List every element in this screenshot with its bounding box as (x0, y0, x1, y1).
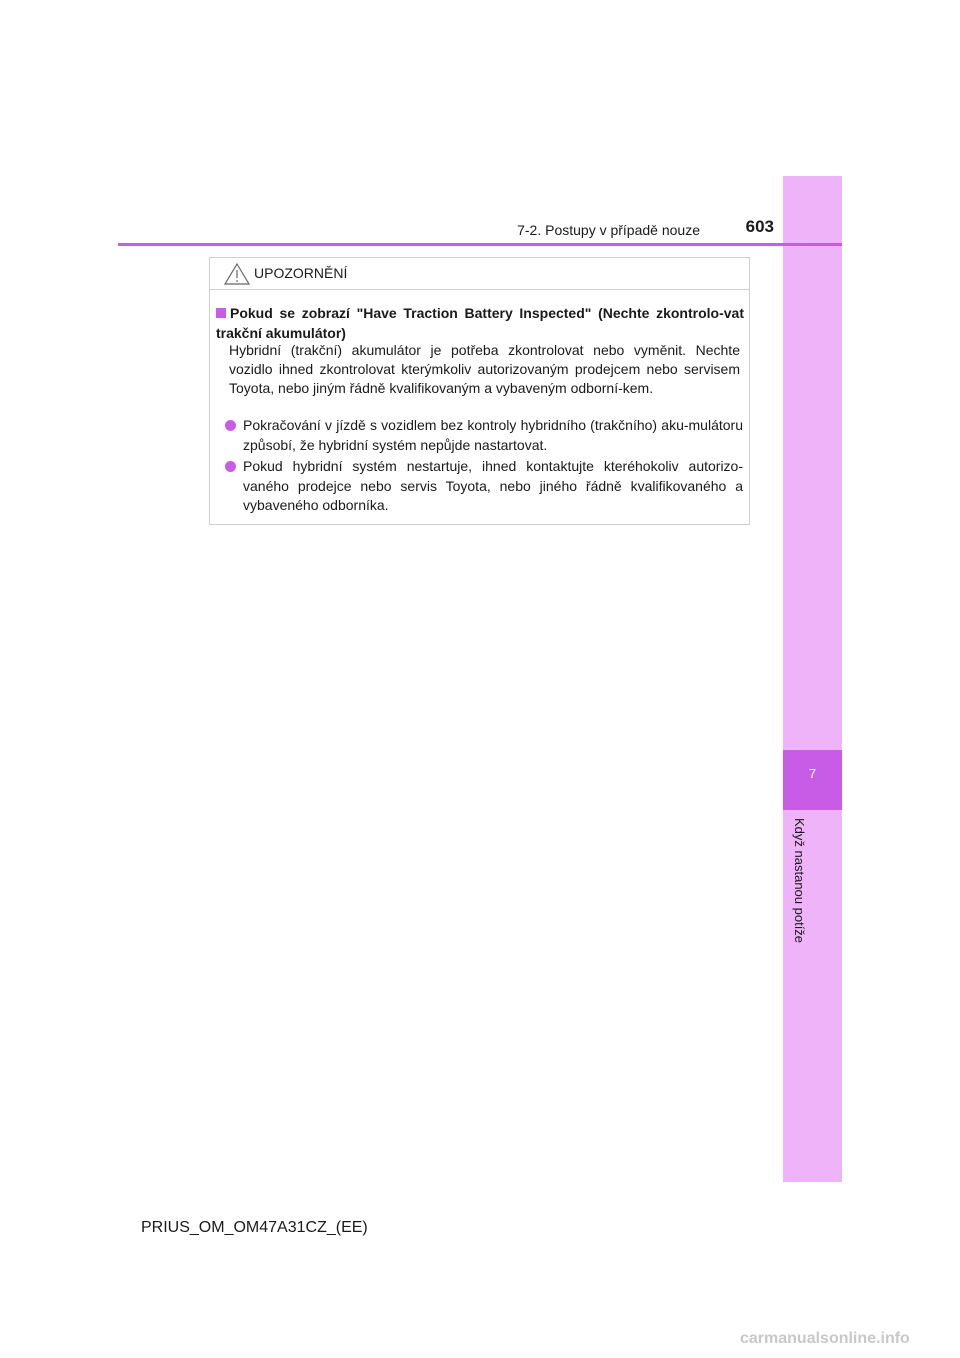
chapter-side-tab (783, 176, 842, 1182)
warning-heading-text: Pokud se zobrazí "Have Traction Battery Inspected" (Nechte zkontrolo-vat trakční akumulátor) (216, 305, 744, 341)
warning-triangle-icon (224, 263, 250, 285)
watermark: carmanualsonline.info (740, 1330, 910, 1347)
warning-box (209, 257, 750, 525)
section-title: 7-2. Postupy v případě nouze (517, 222, 700, 238)
chapter-number: 7 (808, 766, 817, 781)
warning-bullet-text: Pokračování v jízdě s vozidlem bez kontroly hybridního (trakčního) aku-mulátoru způsobí, že hybridní systém nepůjde nastartovat. (243, 417, 743, 453)
header-divider (118, 243, 842, 246)
warning-bullet-text: Pokud hybridní systém nestartuje, ihned kontaktujte kteréhokoliv autorizo-vaného prodejce nebo servis Toyota, nebo jiného řádně kvalifikovaného a vybaveného odborníka. (243, 458, 743, 513)
square-bullet-icon (216, 308, 226, 318)
warning-bullet (225, 416, 743, 455)
chapter-title: Když nastanou potíže (792, 818, 807, 944)
circle-bullet-icon (225, 461, 236, 472)
warning-header (210, 258, 749, 290)
circle-bullet-icon (225, 420, 236, 431)
document-code: PRIUS_OM_OM47A31CZ_(EE) (141, 1219, 368, 1236)
warning-bullet (225, 457, 743, 516)
page-number: 603 (745, 217, 774, 236)
warning-title: UPOZORNĚNÍ (254, 265, 348, 281)
warning-heading (216, 303, 744, 343)
warning-paragraph: Hybridní (trakční) akumulátor je potřeba zkontrolovat nebo vyměnit. Nechte vozidlo ihned zkontrolovat kterýmkoliv autorizovaným prodejcem nebo servisem Toyota, nebo jiným řádně kvalifikovaným a vybaveným odborní-kem. (229, 342, 740, 396)
